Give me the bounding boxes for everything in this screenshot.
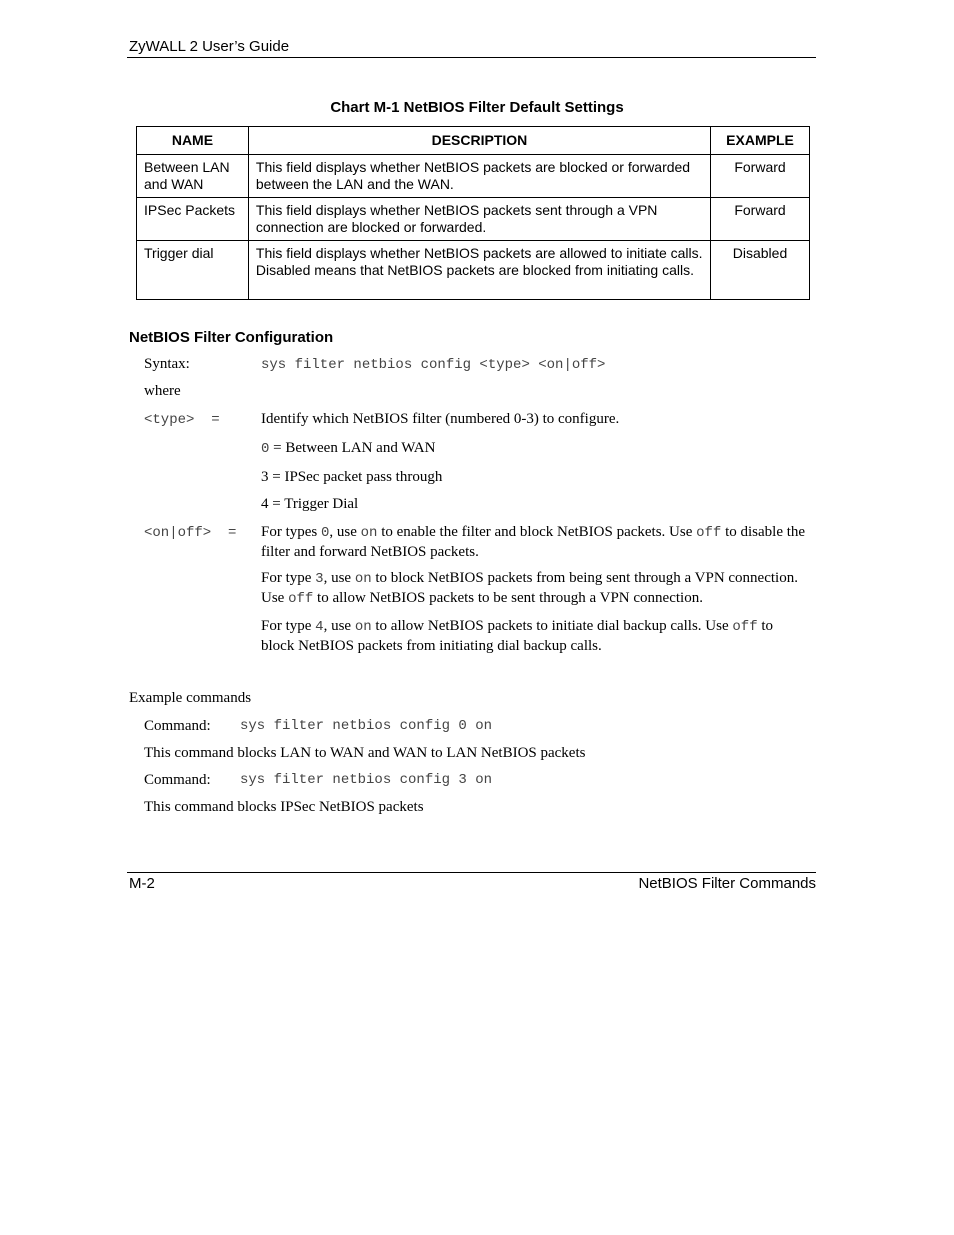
onoff-paragraph-2 bbox=[261, 569, 806, 609]
examples-heading: Example commands bbox=[129, 690, 252, 706]
section-title: NetBIOS Filter Configuration bbox=[129, 329, 334, 346]
inline-code: on bbox=[354, 571, 372, 587]
type-0-text: = Between LAN and WAN bbox=[269, 440, 436, 456]
cell-example: Forward bbox=[711, 155, 810, 198]
inline-code: on bbox=[360, 525, 378, 541]
settings-table bbox=[136, 126, 810, 300]
onoff-paragraph-3 bbox=[261, 617, 806, 656]
example-description-1: This command blocks LAN to WAN and WAN to LAN NetBIOS packets bbox=[144, 745, 586, 761]
cell-name: Between LAN and WAN bbox=[137, 155, 249, 198]
chart-title: Chart M-1 NetBIOS Filter Default Settings bbox=[330, 99, 624, 116]
inline-code: off bbox=[288, 591, 314, 607]
text: to block NetBIOS packets from initiating dial backup calls. bbox=[261, 618, 774, 654]
cell-description: This field displays whether NetBIOS packets are blocked or forwarded between the LAN and the WAN. bbox=[248, 155, 710, 198]
inline-code: 0 bbox=[321, 525, 330, 541]
example-description-2: This command blocks IPSec NetBIOS packets bbox=[144, 799, 424, 815]
example-command-2: sys filter netbios config 3 on bbox=[240, 772, 493, 788]
text: For type bbox=[261, 618, 316, 634]
text: to enable the filter and block NetBIOS packets. Use bbox=[377, 524, 697, 540]
column-header-description: DESCRIPTION bbox=[248, 127, 710, 155]
type-parameter-label: <type> = bbox=[144, 412, 220, 428]
text: , use bbox=[323, 618, 355, 634]
table-row bbox=[137, 155, 810, 198]
text: For type bbox=[261, 570, 316, 586]
footer-rule bbox=[127, 872, 816, 873]
page-number: M-2 bbox=[129, 875, 155, 892]
type-description: Identify which NetBIOS filter (numbered 0-3) to configure. bbox=[261, 411, 620, 427]
header-rule bbox=[127, 57, 816, 58]
inline-code: off bbox=[696, 525, 722, 541]
inline-code: 3 bbox=[315, 571, 324, 587]
text: to allow NetBIOS packets to initiate dial backup calls. Use bbox=[371, 618, 733, 634]
table-row bbox=[137, 198, 810, 241]
text: to disable the filter and forward NetBIOS packets. bbox=[261, 524, 806, 560]
type-0-code: 0 bbox=[261, 441, 270, 457]
table-header-row bbox=[137, 127, 810, 155]
onoff-parameter-label: <on|off> = bbox=[144, 525, 237, 541]
command-label: Command: bbox=[144, 718, 211, 734]
cell-description: This field displays whether NetBIOS packets are allowed to initiate calls. Disabled means that NetBIOS packets are blocked from initiating calls. bbox=[248, 241, 710, 300]
cell-example: Disabled bbox=[711, 241, 810, 300]
type-option-3: 3 = IPSec packet pass through bbox=[261, 469, 443, 485]
cell-name: IPSec Packets bbox=[137, 198, 249, 241]
inline-code: on bbox=[354, 619, 372, 635]
example-command-1: sys filter netbios config 0 on bbox=[240, 718, 493, 734]
chapter-title: NetBIOS Filter Commands bbox=[638, 875, 816, 892]
onoff-paragraph-1 bbox=[261, 523, 806, 562]
cell-description: This field displays whether NetBIOS packets sent through a VPN connection are blocked or forwarded. bbox=[248, 198, 710, 241]
column-header-example: EXAMPLE bbox=[711, 127, 810, 155]
cell-example: Forward bbox=[711, 198, 810, 241]
type-option-4: 4 = Trigger Dial bbox=[261, 496, 359, 512]
text: to block NetBIOS packets from being sent through a VPN connection. Use bbox=[261, 570, 798, 606]
text: For types bbox=[261, 524, 321, 540]
inline-code: 4 bbox=[315, 619, 324, 635]
text: , use bbox=[329, 524, 361, 540]
where-label: where bbox=[144, 383, 181, 399]
inline-code: off bbox=[732, 619, 758, 635]
column-header-name: NAME bbox=[137, 127, 249, 155]
syntax-label: Syntax: bbox=[144, 356, 190, 372]
text: , use bbox=[323, 570, 355, 586]
running-header: ZyWALL 2 User’s Guide bbox=[129, 38, 290, 55]
table-row bbox=[137, 241, 810, 300]
syntax-command: sys filter netbios config <type> <on|off> bbox=[261, 357, 606, 373]
text: to allow NetBIOS packets to be sent through a VPN connection. bbox=[313, 590, 703, 606]
type-option-0 bbox=[261, 439, 806, 459]
cell-name: Trigger dial bbox=[137, 241, 249, 300]
command-label: Command: bbox=[144, 772, 211, 788]
